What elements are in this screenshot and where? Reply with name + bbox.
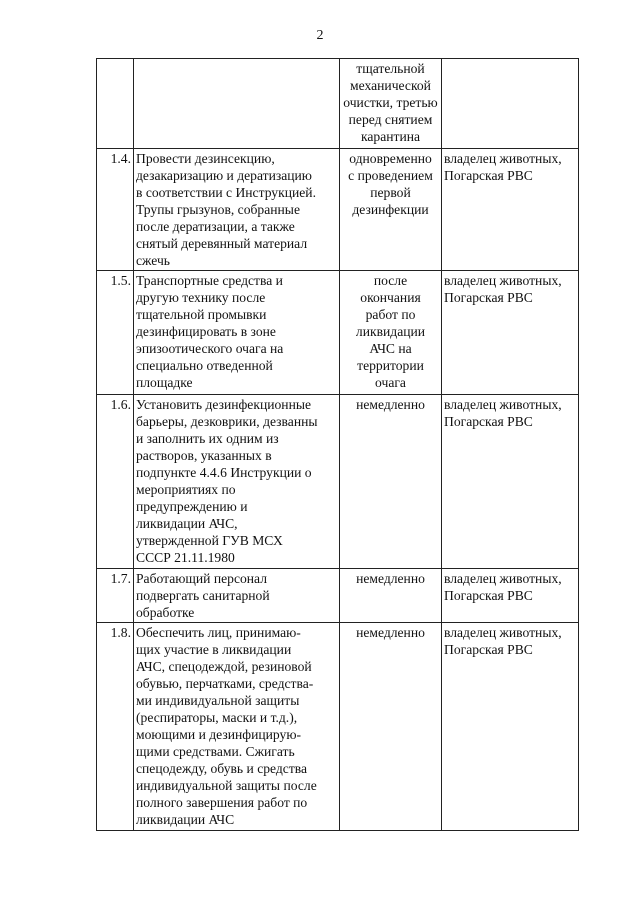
term-cell: немедленно <box>340 623 442 831</box>
row-number: 1.5. <box>97 271 134 395</box>
term-cell: после окончания работ по ликвидации АЧС на территории очага <box>340 271 442 395</box>
action-cell: Провести дезинсекцию, дезакаризацию и дератизацию в соответствии с Инструкцией. Трупы грызунов, собранные после дератизации, а также снятый деревянный материал сжечь <box>134 149 340 271</box>
responsible-cell: владелец животных, Погарская РВС <box>442 271 579 395</box>
action-cell: Установить дезинфекционные барьеры, дезковрики, дезванны и заполнить их одним из растворов, указанных в подпункте 4.4.6 Инструкции о мероприятиях по предупреждению и ликвидации АЧС, утвержденной ГУВ МСХ СССР 21.11.1980 <box>134 395 340 569</box>
measures-table <box>96 58 579 831</box>
responsible-cell: владелец животных, Погарская РВС <box>442 623 579 831</box>
row-number <box>97 59 134 149</box>
responsible-cell: владелец животных, Погарская РВС <box>442 149 579 271</box>
page-number: 2 <box>316 28 324 43</box>
term-cell: тщательной механической очистки, третью перед снятием карантина <box>340 59 442 149</box>
responsible-cell <box>442 59 579 149</box>
term-cell: немедленно <box>340 395 442 569</box>
table-row <box>97 623 579 831</box>
row-number: 1.7. <box>97 569 134 623</box>
table-row <box>97 569 579 623</box>
table-row <box>97 271 579 395</box>
term-cell: немедленно <box>340 569 442 623</box>
responsible-cell: владелец животных, Погарская РВС <box>442 569 579 623</box>
row-number: 1.8. <box>97 623 134 831</box>
responsible-cell: владелец животных, Погарская РВС <box>442 395 579 569</box>
action-cell <box>134 59 340 149</box>
action-cell: Работающий персонал подвергать санитарной обработке <box>134 569 340 623</box>
action-cell: Обеспечить лиц, принимаю- щих участие в ликвидации АЧС, спецодеждой, резиновой обувью, перчатками, средства- ми индивидуальной защиты (респираторы, маски и т.д.), моющими и дезинфицирую- щими средствами. Сжигать спецодежду, обувь и средства индивидуальной защиты после полного завершения работ по ликвидации АЧС <box>134 623 340 831</box>
table-row <box>97 395 579 569</box>
action-cell: Транспортные средства и другую технику после тщательной промывки дезинфицировать в зоне эпизоотического очага на специально отведенной площадке <box>134 271 340 395</box>
row-number: 1.4. <box>97 149 134 271</box>
table-row <box>97 149 579 271</box>
table-row <box>97 59 579 149</box>
term-cell: одновременно с проведением первой дезинфекции <box>340 149 442 271</box>
row-number: 1.6. <box>97 395 134 569</box>
